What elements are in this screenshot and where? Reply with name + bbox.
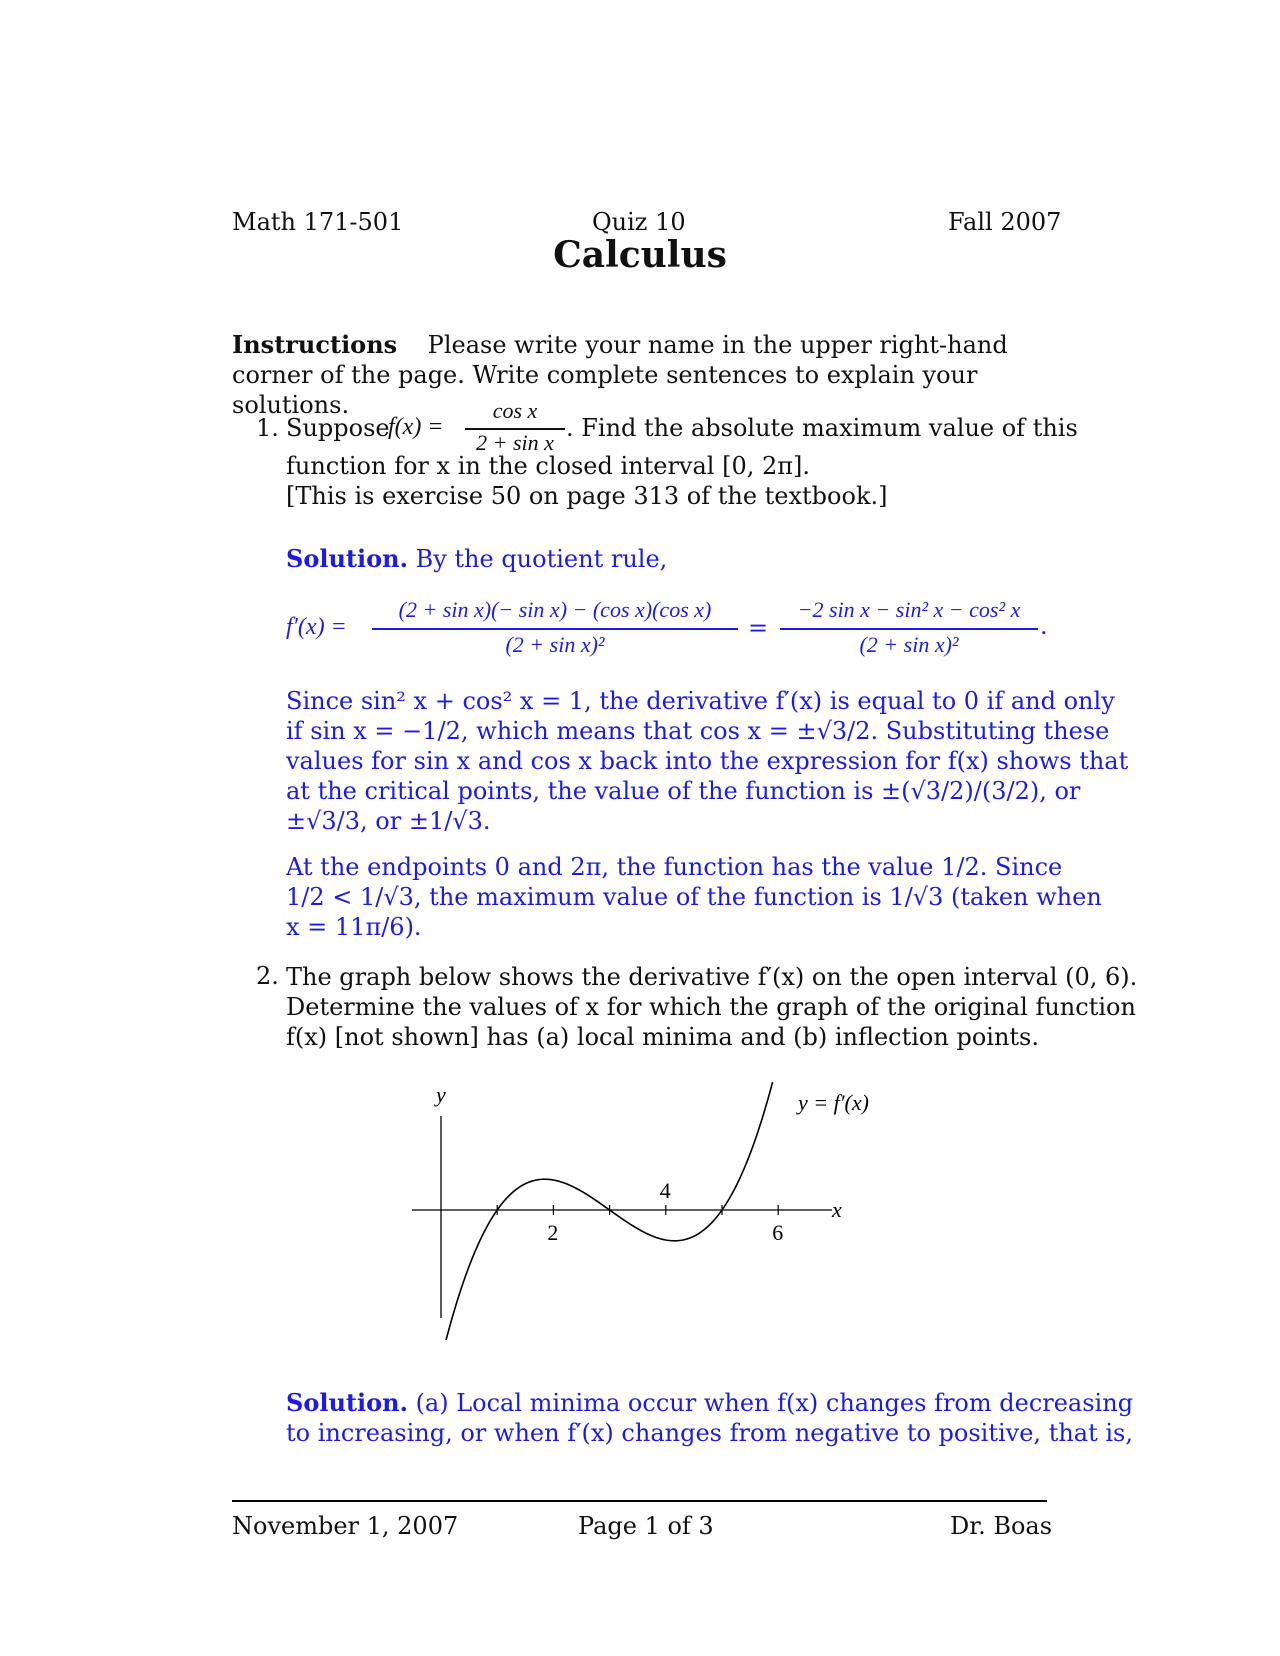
- problem-2-line: The graph below shows the derivative f′(x) on the open interval (0, 6).: [286, 963, 1138, 991]
- problem-1-number: 1.: [256, 414, 279, 442]
- solution-1-para-1-line: Since sin² x + cos² x = 1, the derivative f′(x) is equal to 0 if and only: [286, 687, 1115, 715]
- solution-2: [286, 1388, 1134, 1458]
- solution-1-heading: [286, 544, 667, 573]
- x-axis-label: x: [832, 1197, 842, 1222]
- problem-1-frac-den: 2 + sin x: [476, 430, 554, 455]
- solution-1-label: Solution.: [286, 544, 408, 573]
- x-tick-label: 2: [547, 1220, 559, 1245]
- solution-1-para-1-line: ±√3/3, or ±1/√3.: [286, 807, 491, 835]
- solution-1-para-1-line: if sin x = −1/2, which means that cos x = ±√3/2. Substituting these: [286, 717, 1110, 745]
- derivative-bar-2: [780, 628, 1038, 630]
- problem-2-line: f(x) [not shown] has (a) local minima and (b) inflection points.: [286, 1023, 1039, 1051]
- curve-label: y = f′(x): [798, 1090, 869, 1115]
- footer-author: Dr. Boas: [950, 1512, 1053, 1540]
- solution-1-para-1: [286, 686, 1129, 846]
- solution-1-para-2-line: At the endpoints 0 and 2π, the function has the value 1/2. Since: [286, 853, 1063, 881]
- solution-2-line: to increasing, or when f′(x) changes from negative to positive, that is,: [286, 1419, 1133, 1447]
- problem-1-line3: [This is exercise 50 on page 313 of the textbook.]: [286, 482, 888, 510]
- solution-2-text: (a) Local minima occur when f(x) changes from decreasing: [415, 1389, 1134, 1417]
- problem-1-lead: Suppose: [286, 414, 390, 442]
- problem-1-func: f(x) =: [388, 414, 444, 440]
- header-course: Math 171-501: [232, 208, 404, 236]
- solution-1-para-2: [286, 852, 1102, 952]
- solution-1-para-2-line: 1/2 < 1/√3, the maximum value of the function is 1/√3 (taken when: [286, 883, 1102, 911]
- instructions: [232, 330, 1052, 420]
- y-axis-label: y: [436, 1082, 446, 1107]
- problem-1-frac-num: cos x: [492, 398, 538, 423]
- page-title: Calculus: [553, 234, 727, 276]
- solution-1-para-1-line: values for sin x and cos x back into the expression for f(x) shows that: [286, 747, 1129, 775]
- solution-2-label: Solution.: [286, 1388, 408, 1417]
- solution-1-para-1-line: at the critical points, the value of the function is ±(√3/2)/(3/2), or: [286, 777, 1081, 805]
- header-quiz: Quiz 10: [592, 208, 686, 236]
- footer-page: Page 1 of 3: [578, 1512, 714, 1540]
- solution-1-intro: By the quotient rule,: [415, 545, 668, 573]
- derivative-den-2: (2 + sin x)²: [859, 632, 959, 657]
- problem-2-number: 2.: [256, 962, 279, 990]
- problem-2-text: [286, 962, 1138, 1062]
- derivative-bar-1: [372, 628, 738, 630]
- footer-rule: [232, 1500, 1047, 1502]
- problem-1-after-frac: . Find the absolute maximum value of this: [566, 414, 1078, 442]
- footer-date: November 1, 2007: [232, 1512, 459, 1540]
- solution-1-para-2-line: x = 11π/6).: [286, 913, 422, 941]
- derivative-lhs: f′(x) =: [286, 614, 347, 640]
- derivative-den-1: (2 + sin x)²: [505, 632, 605, 657]
- derivative-num-2: −2 sin x − sin² x − cos² x: [797, 597, 1021, 622]
- derivative-graph: [380, 1080, 920, 1340]
- problem-1-line2: function for x in the closed interval [0, 2π].: [286, 452, 811, 480]
- problem-2-line: Determine the values of x for which the graph of the original function: [286, 993, 1136, 1021]
- instructions-text: Please write your name in the upper right-hand corner of the page. Write complete sentences to explain your solutions.: [232, 331, 1008, 419]
- derivative-period: .: [1040, 612, 1048, 640]
- derivative-curve: [444, 1082, 773, 1340]
- instructions-label: Instructions: [232, 330, 398, 359]
- x-tick-label: 6: [772, 1220, 784, 1245]
- solution-2-line: [286, 1388, 1133, 1418]
- header-term: Fall 2007: [948, 208, 1062, 236]
- derivative-num-1: (2 + sin x)(− sin x) − (cos x)(cos x): [398, 597, 712, 622]
- x-tick-label: 4: [659, 1178, 671, 1203]
- derivative-equals: =: [748, 614, 769, 642]
